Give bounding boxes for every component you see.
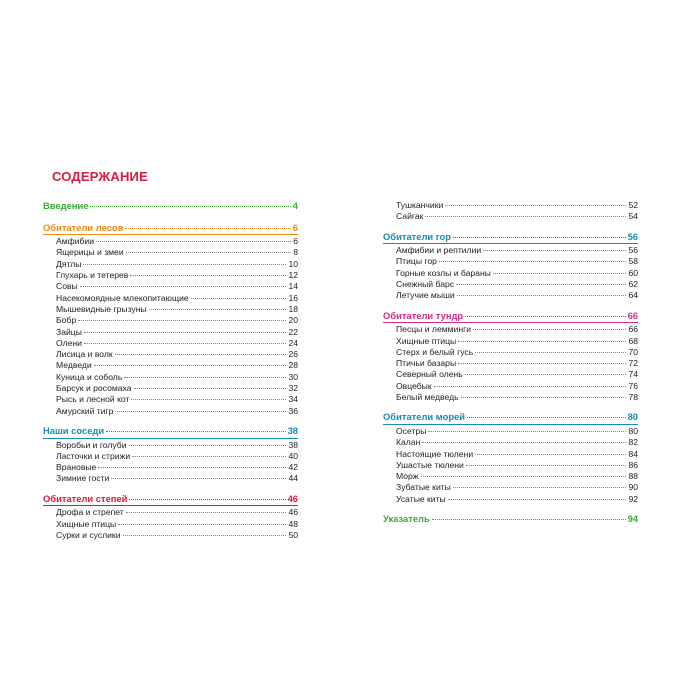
dot-leader — [118, 524, 286, 525]
toc-entry[interactable] — [43, 360, 298, 371]
dot-leader — [461, 397, 627, 398]
toc-entry-label: Рысь и лесной кот — [56, 394, 130, 405]
toc-page-number: 46 — [288, 507, 298, 518]
toc-entry[interactable] — [43, 383, 298, 394]
toc-entry-label: Барсук и росомаха — [56, 383, 132, 394]
toc-entry-label: Амурский тигр — [56, 405, 114, 416]
dot-leader — [115, 354, 287, 355]
toc-section — [383, 200, 638, 223]
toc-entry-label: Глухарь и тетерев — [56, 270, 129, 281]
toc-page-number: 68 — [628, 335, 638, 346]
toc-page-number: 6 — [292, 221, 298, 233]
toc-page-number: 44 — [288, 473, 298, 484]
toc-page-number: 60 — [628, 267, 638, 278]
toc-section — [383, 411, 638, 505]
dot-leader — [126, 512, 287, 513]
dot-leader — [80, 286, 287, 287]
toc-page-number: 56 — [627, 230, 638, 242]
toc-page-number: 8 — [293, 247, 298, 258]
dot-leader — [96, 241, 291, 242]
toc-page-number: 42 — [288, 462, 298, 473]
toc-entry-label: Зубатые киты — [396, 482, 451, 493]
toc-entry-label: Врановые — [56, 462, 97, 473]
toc-entry[interactable] — [383, 460, 638, 471]
toc-entry-label: Сайгак — [396, 211, 424, 222]
toc-page-number: 24 — [288, 337, 298, 348]
toc-entry-label: Зимние гости — [56, 473, 110, 484]
dot-leader — [84, 343, 287, 344]
toc-entry[interactable] — [383, 437, 638, 448]
toc-entry[interactable] — [43, 462, 298, 473]
toc-entry-label: Северный олень — [396, 369, 463, 380]
toc-entry-label: Ушастые тюлени — [396, 459, 464, 470]
toc-entry-label: Дрофа и стрепет — [56, 507, 124, 518]
toc-entry-label: Введение — [43, 200, 89, 211]
toc-entry[interactable] — [43, 236, 298, 247]
dot-leader — [111, 478, 286, 479]
dot-leader — [131, 399, 286, 400]
toc-entry-label: Олени — [56, 337, 82, 348]
toc-entry[interactable] — [43, 315, 298, 326]
toc-page-number: 70 — [628, 346, 638, 357]
dot-leader — [445, 205, 626, 206]
toc-page-number: 82 — [628, 437, 638, 448]
toc-entry[interactable] — [43, 406, 298, 417]
toc-entry[interactable] — [43, 349, 298, 360]
toc-page-number: 52 — [628, 200, 638, 210]
toc-page-number: 30 — [288, 371, 298, 382]
toc-entry[interactable] — [383, 245, 638, 256]
toc-entry[interactable] — [383, 211, 638, 222]
toc-page-number: 74 — [628, 369, 638, 380]
page-title: СОДЕРЖАНИЕ — [52, 169, 148, 184]
toc-section — [383, 310, 638, 404]
dot-leader — [475, 454, 626, 455]
toc-page-number: 48 — [288, 518, 298, 529]
toc-entry-label: Песцы и лемминги — [396, 324, 472, 335]
toc-page-number: 22 — [288, 326, 298, 337]
toc-entry[interactable] — [43, 270, 298, 281]
toc-entry-label: Воробьи и голуби — [56, 439, 127, 450]
toc-entry-label: Усатые киты — [396, 493, 446, 504]
toc-entry-label: Насекомоядные млекопитающие — [56, 292, 189, 303]
toc-page-number: 84 — [628, 448, 638, 459]
toc-page-number: 12 — [288, 270, 298, 281]
toc-entry[interactable] — [43, 451, 298, 462]
toc-page-number: 32 — [288, 383, 298, 394]
toc-entry-label: Тушканчики — [396, 200, 444, 210]
toc-entry-label: Зайцы — [56, 326, 82, 337]
toc-page-number: 80 — [628, 425, 638, 436]
toc-entry[interactable] — [43, 473, 298, 484]
toc-page-number: 18 — [288, 303, 298, 314]
toc-section — [43, 222, 298, 417]
toc-entry-label: Дятлы — [56, 258, 82, 269]
dot-leader — [106, 431, 285, 432]
toc-entry[interactable] — [43, 304, 298, 315]
toc-entry-label: Осетры — [396, 425, 427, 436]
toc-entry-label: Сурки и суслики — [56, 529, 121, 540]
toc-entry-label: Наши соседи — [43, 424, 105, 436]
toc-page-number: 6 — [293, 236, 298, 247]
toc-entry-label: Куница и соболь — [56, 371, 123, 382]
toc-entry[interactable] — [43, 530, 298, 541]
dot-leader — [90, 206, 290, 207]
dot-leader — [439, 261, 627, 262]
dot-leader — [126, 252, 292, 253]
toc-page-number: 46 — [287, 492, 298, 504]
toc-page-number: 56 — [628, 245, 638, 256]
toc-entry-label: Хищные птицы — [56, 518, 117, 529]
toc-entry[interactable] — [383, 358, 638, 369]
dot-leader — [425, 216, 626, 217]
toc-page-number: 66 — [628, 324, 638, 335]
toc-section — [383, 231, 638, 302]
toc-entry[interactable] — [43, 259, 298, 270]
dot-leader — [129, 445, 287, 446]
toc-entry-label: Бобр — [56, 315, 77, 326]
dot-leader — [483, 250, 626, 251]
dot-leader — [149, 309, 287, 310]
toc-page-number: 62 — [628, 279, 638, 290]
dot-leader — [123, 535, 287, 536]
toc-entry[interactable] — [383, 449, 638, 460]
dot-leader — [129, 499, 285, 500]
toc-entry[interactable] — [43, 338, 298, 349]
dot-leader — [456, 284, 626, 285]
toc-entry-label: Обитатели морей — [383, 411, 466, 423]
toc-entry-label: Медведи — [56, 360, 92, 371]
toc-entry-label: Совы — [56, 281, 78, 292]
dot-leader — [465, 374, 627, 375]
toc-section-heading[interactable] — [43, 493, 298, 507]
toc-column-left — [43, 200, 298, 549]
toc-entry-label: Птичьи базары — [396, 358, 457, 369]
toc-page-number: 90 — [628, 482, 638, 493]
dot-leader — [473, 329, 626, 330]
dot-leader — [125, 228, 290, 229]
toc-section-heading[interactable] — [43, 425, 298, 439]
toc-entry[interactable] — [383, 392, 638, 403]
dot-leader — [124, 377, 286, 378]
toc-page-number: 10 — [288, 258, 298, 269]
toc-entry-label: Ласточки и стрижи — [56, 450, 131, 461]
toc-page-number: 20 — [288, 315, 298, 326]
toc-page-number: 40 — [288, 450, 298, 461]
dot-leader — [134, 388, 287, 389]
dot-leader — [458, 341, 626, 342]
toc-entry-label: Указатель — [383, 513, 430, 525]
toc-page-number: 72 — [628, 358, 638, 369]
toc-page-number: 88 — [628, 471, 638, 482]
toc-entry-label: Мышевидные грызуны — [56, 303, 147, 314]
dot-leader — [191, 298, 287, 299]
toc-entry[interactable] — [383, 494, 638, 505]
toc-entry-label: Стерх и белый гусь — [396, 346, 474, 357]
toc-section-heading[interactable] — [383, 231, 638, 245]
toc-page-number: 34 — [288, 394, 298, 405]
toc-entry-label: Амфибии и рептилии — [396, 245, 482, 256]
toc-entry[interactable] — [383, 471, 638, 482]
dot-leader — [78, 320, 286, 321]
toc-section-heading[interactable] — [43, 200, 298, 214]
toc-entry[interactable] — [43, 440, 298, 451]
toc-entry-label: Хищные птицы — [396, 335, 457, 346]
toc-entry-label: Амфибии — [56, 236, 95, 247]
toc-section-heading[interactable] — [43, 222, 298, 236]
dot-leader — [434, 386, 627, 387]
toc-entry-label: Летучие мыши — [396, 290, 455, 301]
toc-entry-label: Обитатели гор — [383, 230, 452, 242]
toc-entry-label: Настоящие тюлени — [396, 448, 474, 459]
toc-entry[interactable] — [43, 247, 298, 258]
toc-entry-label: Овцебык — [396, 380, 432, 391]
toc-entry-label: Обитатели степей — [43, 492, 128, 504]
toc-page-number: 38 — [287, 424, 298, 436]
dot-leader — [465, 316, 625, 317]
dot-leader — [132, 456, 286, 457]
toc-page-number: 14 — [288, 281, 298, 292]
toc-entry[interactable] — [383, 200, 638, 211]
toc-entry[interactable] — [43, 327, 298, 338]
toc-page-number: 94 — [627, 513, 638, 525]
toc-section — [43, 200, 298, 214]
dot-leader — [457, 295, 627, 296]
toc-section — [43, 493, 298, 541]
toc-page-number: 16 — [288, 292, 298, 303]
dot-leader — [421, 476, 627, 477]
toc-entry[interactable] — [43, 281, 298, 292]
toc-entry-label: Лисица и волк — [56, 349, 113, 360]
toc-entry[interactable] — [383, 336, 638, 347]
dot-leader — [432, 519, 626, 520]
toc-page-number: 50 — [288, 529, 298, 540]
toc-page-number: 58 — [628, 256, 638, 267]
toc-page-number: 76 — [628, 380, 638, 391]
toc-entry[interactable] — [383, 256, 638, 267]
toc-entry[interactable] — [383, 369, 638, 380]
toc-page-number: 38 — [288, 439, 298, 450]
toc-entry[interactable] — [383, 381, 638, 392]
toc-entry-label: Обитатели тундр — [383, 309, 464, 321]
dot-leader — [428, 431, 626, 432]
toc-section-heading[interactable] — [383, 310, 638, 324]
dot-leader — [458, 363, 626, 364]
toc-section — [383, 513, 638, 527]
toc-entry-label: Белый медведь — [396, 392, 459, 403]
toc-page-number: 86 — [628, 459, 638, 470]
toc-page-number: 92 — [628, 493, 638, 504]
toc-entry[interactable] — [383, 279, 638, 290]
toc-page-number: 28 — [288, 360, 298, 371]
toc-column-right — [383, 200, 638, 535]
toc-section-heading[interactable] — [383, 411, 638, 425]
toc-page-number: 80 — [627, 411, 638, 423]
toc-entry-label: Снежный барс — [396, 279, 455, 290]
toc-entry[interactable] — [383, 324, 638, 335]
toc-page-number: 64 — [628, 290, 638, 301]
dot-leader — [467, 417, 626, 418]
toc-entry-label: Птицы гор — [396, 256, 437, 267]
dot-leader — [115, 411, 286, 412]
toc-section — [43, 425, 298, 485]
dot-leader — [453, 237, 626, 238]
toc-entry-label: Ящерицы и змеи — [56, 247, 124, 258]
toc-entry[interactable] — [383, 290, 638, 301]
dot-leader — [466, 465, 627, 466]
dot-leader — [98, 467, 286, 468]
toc-entry[interactable] — [383, 482, 638, 493]
toc-entry[interactable] — [383, 347, 638, 358]
dot-leader — [130, 275, 286, 276]
toc-entry[interactable] — [43, 293, 298, 304]
toc-entry[interactable] — [383, 426, 638, 437]
dot-leader — [493, 273, 627, 274]
toc-entry-label: Морж — [396, 471, 419, 482]
dot-leader — [422, 442, 626, 443]
toc-page-number: 36 — [288, 405, 298, 416]
dot-leader — [94, 365, 287, 366]
dot-leader — [448, 499, 627, 500]
toc-entry[interactable] — [383, 268, 638, 279]
toc-section-heading[interactable] — [383, 513, 638, 527]
toc-entry-label: Обитатели лесов — [43, 221, 124, 233]
toc-page-number: 26 — [288, 349, 298, 360]
toc-entry[interactable] — [43, 507, 298, 518]
toc-page-number: 78 — [628, 392, 638, 403]
toc-entry[interactable] — [43, 394, 298, 405]
dot-leader — [83, 264, 286, 265]
dot-leader — [84, 332, 287, 333]
toc-page-number: 54 — [628, 211, 638, 222]
toc-entry[interactable] — [43, 372, 298, 383]
toc-page-number: 4 — [292, 200, 298, 211]
toc-entry[interactable] — [43, 519, 298, 530]
dot-leader — [453, 487, 627, 488]
toc-entry-label: Горные козлы и бараны — [396, 267, 491, 278]
toc-page-number: 66 — [627, 309, 638, 321]
dot-leader — [475, 352, 626, 353]
toc-entry-label: Калан — [396, 437, 421, 448]
